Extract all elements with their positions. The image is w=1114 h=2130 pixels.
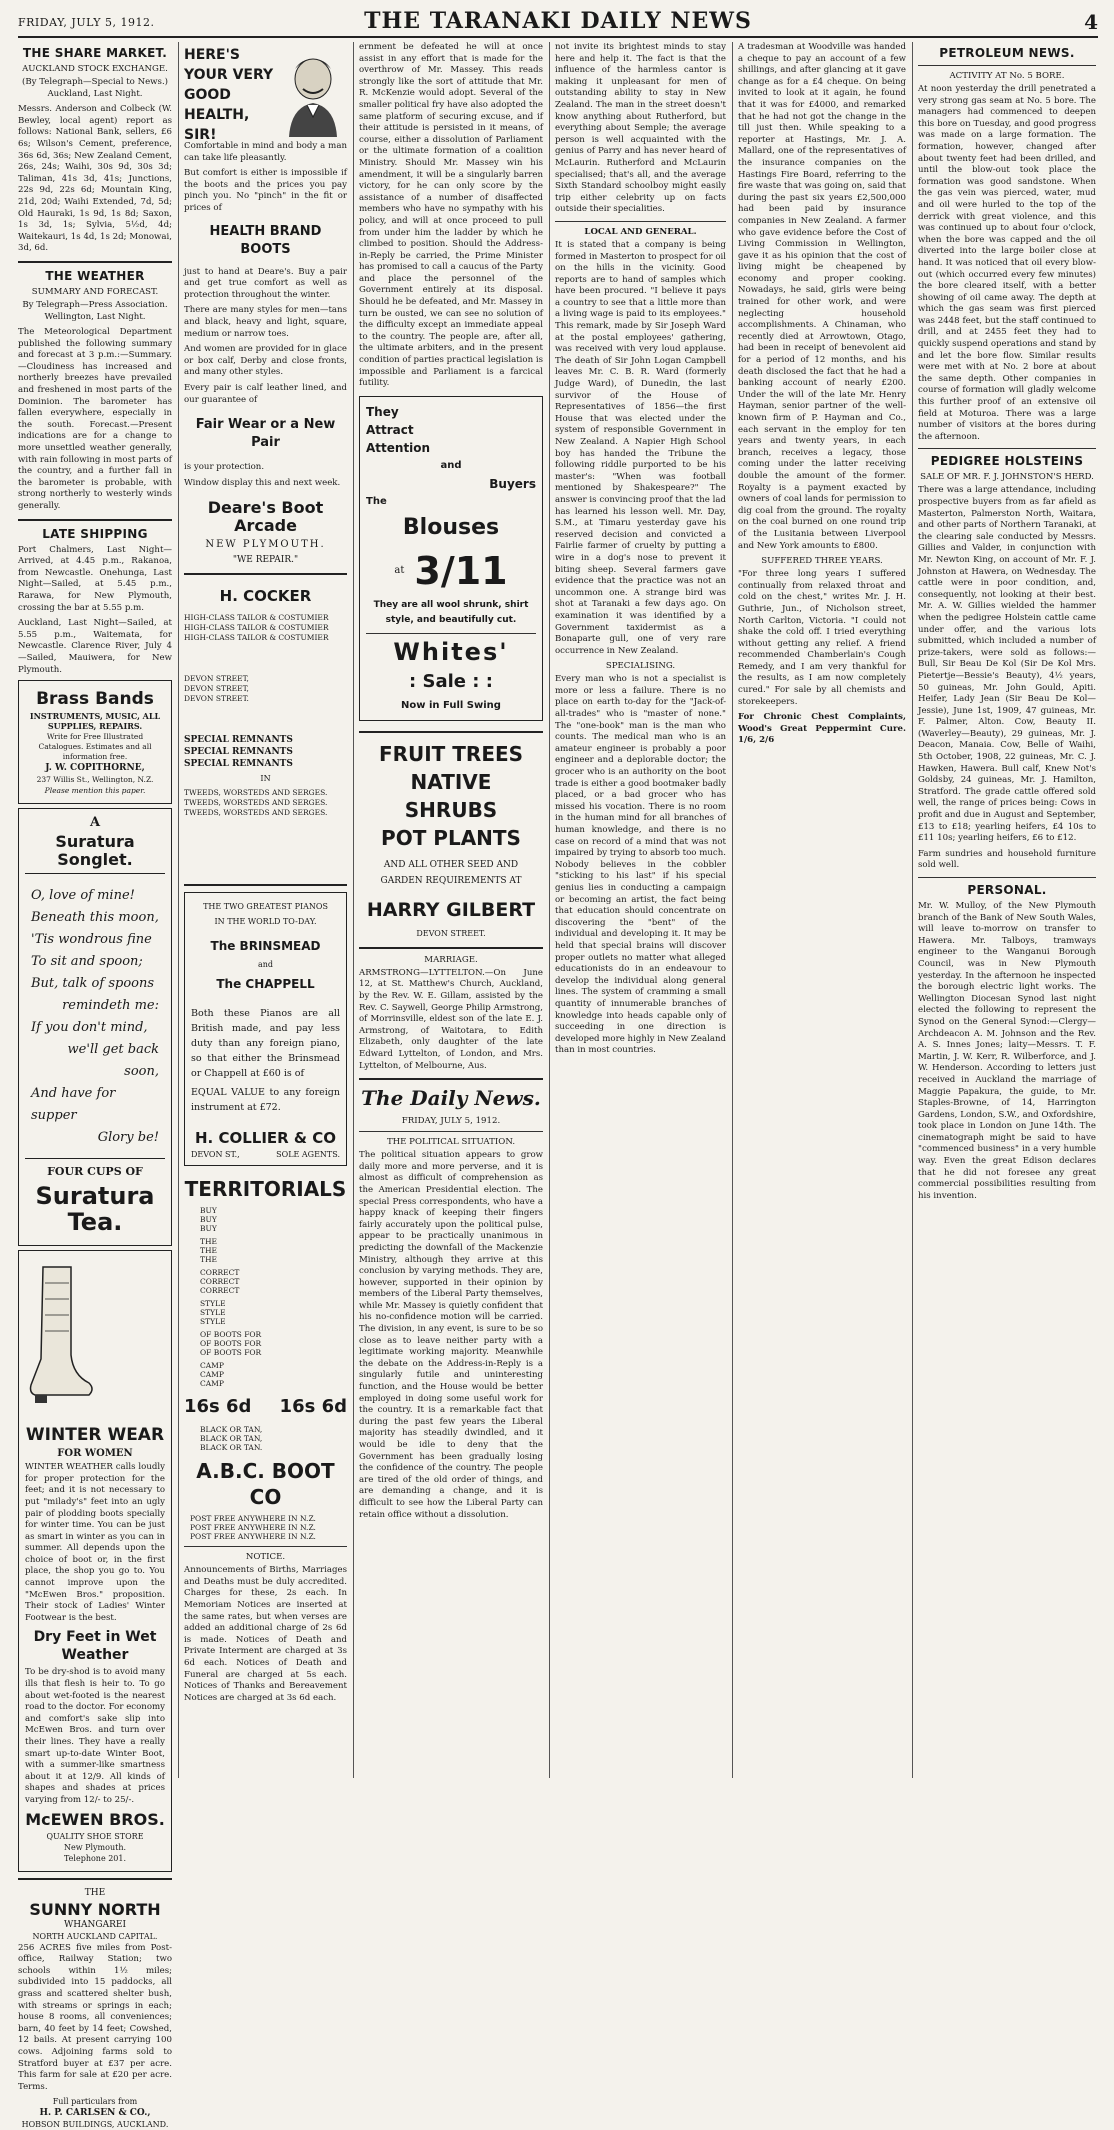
advert-line: J. W. COPITHORNE, — [45, 763, 145, 774]
activity-heading: ACTIVITY AT No. 5 BORE. — [949, 71, 1065, 81]
page-number: 4 — [1084, 10, 1098, 34]
brass-bands-advert — [18, 680, 172, 804]
advert-line: and — [257, 960, 274, 970]
full-swing: Now in Full Swing — [401, 699, 501, 711]
pot-plants-title: POT PLANTS — [381, 825, 521, 850]
advert-line: DEVON STREET. — [184, 694, 249, 704]
health-advert-body: But comfort is either is impossible if the boots and the prices you pay pinch you. No "pinch" in the fit or prices of — [184, 168, 347, 213]
daily-news-date: FRIDAY, JULY 5, 1912. — [401, 1116, 501, 1127]
late-shipping-heading: LATE SHIPPING — [42, 526, 148, 541]
collier-title: H. COLLIER & CO — [194, 1129, 336, 1148]
divider — [918, 877, 1096, 878]
gentleman-portrait-icon — [281, 45, 345, 137]
winter-wear-title: WINTER WEAR — [25, 1425, 165, 1446]
petroleum-news-heading: PETROLEUM NEWS. — [939, 46, 1075, 60]
at-label: at — [394, 565, 405, 577]
advert-line: Attract — [366, 422, 414, 437]
advert-line: DEVON STREET, — [184, 674, 249, 684]
suratura-tea-brand: Suratura Tea. — [35, 1182, 155, 1237]
advert-line: H. P. CARLSEN & CO., — [39, 2108, 151, 2119]
territorials-list — [184, 1206, 347, 1388]
piano-advert — [184, 892, 347, 1166]
collier-place: DEVON ST., — [191, 1150, 240, 1160]
harry-gilbert-address: DEVON STREET. — [416, 928, 486, 938]
advert-line: QUALITY SHOE STORE — [46, 1831, 144, 1841]
seed-requirements: AND ALL OTHER SEED AND GARDEN REQUIREMENTS AT — [380, 859, 522, 886]
shipping-report: Auckland, Last Night—Sailed, at 5.55 p.m., Waitemata, for Newcastle. Clarence River, July 4—Sailed, Mauiwera, for New Plymouth. — [18, 618, 172, 675]
sunny-north-body: 256 ACRES five miles from Post-office, Railway Station; two schools within 1½ miles; subdivided into 15 paddocks, all grass and scattered shelter bush, with streams or springs in each; house 8 rooms, all conveniences; barn, 40 feet by 14 feet; Cowshed, 12 bails. At present carrying 100 cows. Adjoining farms sold to Stratford buyer at £37 per acre. This farm for sale at £20 per acre. Terms. — [18, 1942, 172, 2092]
divider — [184, 1546, 347, 1547]
boot-colors — [184, 1425, 347, 1452]
advert-line: They — [366, 404, 399, 419]
sunny-north-title: SUNNY NORTH — [29, 1899, 161, 1919]
sale-title: : Sale : : — [409, 670, 493, 692]
attract-lines — [366, 403, 536, 511]
list-line: CAMP — [200, 1379, 224, 1389]
advert-line: TWEEDS, WORSTEDS AND SERGES. — [184, 798, 328, 808]
divider — [184, 884, 347, 886]
list-line: THE — [200, 1246, 218, 1256]
advert-line: Buyers — [489, 476, 536, 491]
blouse-price: 3/11 — [414, 548, 508, 593]
whites-blouses-advert — [359, 396, 543, 721]
farm-sundries-line: Farm sundries and household furniture sold well. — [918, 848, 1096, 871]
column-rule — [732, 42, 733, 1778]
harry-gilbert-title: HARRY GILBERT — [366, 898, 536, 921]
spacer — [191, 996, 340, 1006]
divider — [555, 221, 726, 222]
advert-line: IN — [260, 774, 271, 784]
poem-line: O, love of mine! — [31, 888, 135, 904]
divider — [359, 947, 543, 949]
divider — [18, 519, 172, 521]
list-line: BLACK OR TAN. — [200, 1443, 263, 1453]
newspaper-title: THE TARANAKI DAILY NEWS — [364, 8, 752, 34]
local-general-heading: LOCAL AND GENERAL. — [584, 226, 697, 237]
health-advert-header — [184, 45, 347, 141]
advert-line: NEW PLYMOUTH. — [205, 539, 326, 551]
collier-footer — [191, 1150, 340, 1159]
poem-line: remindeth me: — [62, 998, 159, 1014]
advert-line: HIGH-CLASS TAILOR & COSTUMIER — [184, 633, 329, 643]
advert-line: 237 Willis St., Wellington, N.Z. — [36, 775, 154, 785]
list-line: BLACK OR TAN, — [200, 1425, 263, 1435]
advert-line: FOUR CUPS OF — [25, 1158, 165, 1179]
johnston-sale-heading: SALE OF MR. F. J. JOHNSTON'S HERD. — [920, 472, 1094, 483]
political-situation-heading: THE POLITICAL SITUATION. — [386, 1137, 516, 1148]
share-market-heading: THE SHARE MARKET. — [22, 46, 168, 60]
spacer — [25, 877, 165, 885]
advert-line: NORTH AUCKLAND CAPITAL. — [32, 1931, 158, 1941]
share-market-subheading: AUCKLAND STOCK EXCHANGE. — [22, 64, 168, 74]
list-line: POST FREE ANYWHERE IN N.Z. — [190, 1523, 316, 1533]
shrubs-title: SHRUBS — [404, 797, 498, 822]
advert-line: SPECIAL REMNANTS — [184, 747, 293, 758]
window-display-line: Window display this and next week. — [184, 477, 341, 488]
marriage-notice: ARMSTRONG—LYTTELTON.—On June 12, at St. Matthew's Church, Auckland, by the Rev. W. E. Gillam, assisted by the Rev. C. Saywell, George Philip Armstrong, of Morrinsville, eldest son of the late E. J. Armstrong, of Waitotara, to Edith Elizabeth, only daughter of the late Edward Lyttelton, of London, and Mrs. Lyttelton, of Melbourne, Aus. — [359, 967, 543, 1071]
advert-line: Write for Free Illustrated Catalogues. Estimates and all information free. — [38, 732, 152, 762]
specialising-heading: SPECIALISING. — [605, 661, 676, 672]
column-rule — [178, 42, 179, 1778]
masthead — [18, 6, 1098, 38]
holstein-sale-article: There was a large attendance, including prospective buyers from as far afield as Masterton, Palmerston North, Waitara, and other parts of Northern Taranaki, at the clearing sale conducted by Messrs. Gillies and Valder, in conjunction with Mr. Newton King, on account of Mr. F. J. Johnston at Hawera, on Wednesday. The cattle were in poor condition, and, consequently, not looking at their best. Mr. A. W. Gillies wielded the hammer when the pedigree Holstein cattle came under offer, and the various lots submitted, which included a number of prize-takers, were sold as follows:— Bull, Sir Beau De Kol (Sir De Kol Mrs. Pietertje—Bessie's Beauty), 4½ years, 50 guineas, Mr. John Gould, Apiti. Heifer, Lady Jean (Sir Beau De Kol—Jessie), June 1st, 1909, 47 guineas, Mr. F. Palmer, Alton. Cow, Beauty II. (Waverley—Beauty), 29 guineas, Mr. J. Deacon, Manaia. Cow, Belle of Waihi, 5th October, 1908, 22 guineas, Mr. C. J. Hawken, Hawera. Bull calf, Knew Not's Goldsby, 24 guineas, Mr. J. Hamilton, Stratford. The grade cattle offered sold well, the range of prices being: Cows in profit and due in August and September, £13 to £18; yearling heifers, £4 10s to £11 10s; yearling heifers, £6 to £12. — [918, 485, 1096, 844]
list-line: BUY — [200, 1206, 217, 1216]
health-brand-body: Every pair is calf leather lined, and our guarantee of — [184, 382, 347, 405]
piano-body: Both these Pianos are all British made, and pay less duty than any foreign piano, so that either the Brinsmead or Chappell at £60 is of — [191, 1008, 340, 1080]
fair-wear-slogan: Fair Wear or a New Pair — [195, 417, 336, 451]
list-line: CORRECT — [200, 1277, 240, 1287]
list-line: STYLE — [200, 1308, 226, 1318]
divider — [918, 65, 1096, 66]
peppermint-cure-line: For Chronic Chest Complaints, Wood's Great Peppermint Cure. 1/6, 2/6 — [738, 712, 906, 746]
piano-value: EQUAL VALUE to any foreign instrument at £72. — [191, 1087, 340, 1114]
suratura-songlet-advert — [18, 808, 172, 1246]
list-line: THE — [200, 1237, 218, 1247]
abc-boot-co-title: A.B.C. BOOT CO — [196, 1459, 335, 1510]
list-line: BUY — [200, 1224, 217, 1234]
local-news-continuation: A tradesman at Woodville was handed a cheque to pay an account of a few shillings, and after glancing at it gave change as for a £4 cheque. On being invited to look at it again, he found that it was for £4000, and remarked that he had not got the change in the till just then. While speaking to a reporter at Hastings, Mr. J. A. Mallard, one of the representatives of the insurance companies on the Hastings Fire Board, referring to the fire waste that was going on, said that during the past six years £2,500,000 had been paid by insurance companies in New Zealand. A farmer who gave evidence before the Cost of Living Commission in Wellington, gave it as his opinion that the cost of living might be cheapened by economy and proper cooking. Nowadays, he said, girls were being trained for other work, and were neglecting household accomplishments. A Chinaman, who recently died at Arrowtown, Otago, had been in receipt of benevolent aid for a period of 12 months, and his death disclosed the fact that he had a banking account of nearly £200. Under the will of the late Mr. Henry Hayman, senior partner of the well-known firm of P. Hayman and Co., each servant in the employ for ten years and twenty years, in each branch, receives a legacy, those coming under the latter receiving double the amount of the former. Royalty is a payment exacted by owners of coal lands for permission to dig coal from the ground. The royalty on the coal burned on one round trip of the Lusitania between Liverpool and New York amounts to £800. — [738, 42, 906, 551]
suffered-article: "For three long years I suffered continually from relaxed throat and cold on the chest," writes Mr. J. H. Guthrie, Jun., of Nicholson street, North Carlton, Victoria. "I could not shake the cold off. I tried everything without getting any relief. A friend recommended Chamberlain's Cough Remedy, and I am very thankful for the results, as I am now completely cured." For sale by all chemists and storekeepers. — [738, 569, 906, 707]
health-advert-title: HERE'S YOUR VERY GOOD HEALTH, SIR! — [184, 47, 274, 143]
weather-report: The Meteorological Department published the following summary and forecast at 3 p.m.:—Summary.—Cloudiness has increased and northerly breezes have prevailed and freshened in most parts of the Dominion. The barometer has fallen everywhere, especially in the south. Forecast.—Present indications are for a change to more unsettled weather generally, with rain following in most parts of the country, and a further fall in the barometer is probable, with strong northerly to westerly winds generally. — [18, 327, 172, 511]
spacer — [25, 1149, 165, 1157]
list-line: THE — [200, 1255, 218, 1265]
mcewen-bros-title: McEWEN BROS. — [25, 1809, 165, 1829]
advert-line: SPECIAL REMNANTS — [184, 759, 293, 770]
list-line: BLACK OR TAN, — [200, 1434, 263, 1444]
price-left: 16s 6d — [184, 1396, 252, 1418]
songlet-poem — [25, 885, 165, 1149]
protection-line: is your protection. — [184, 462, 265, 473]
poem-line: Glory be! — [97, 1130, 159, 1146]
list-line: CAMP — [200, 1361, 224, 1371]
advert-line: THE — [84, 1887, 106, 1898]
column-4 — [555, 42, 726, 1778]
daily-news-title: The Daily News. — [361, 1086, 541, 1111]
share-market-report: Messrs. Anderson and Colbeck (W. Bewley, local agent) report as follows: National Bank, sellers, £6 6s; Wilson's Cement, preference, 36s 6d, 36s; New Zealand Cement, 26s, 24s; Waihi, 30s 9d, 30s 3d; Taliman, 41s 3d, 41s; Junctions, 22s 9d, 22s 6d; Mountain King, 21d, 20d; Waihi Extended, 7d, 5d; Old Hauraki, 1s 9d, 1s 8d; Saxon, 1s 3d, 1s; Sylvia, 5½d, 4d; Waitekauri, 1s 4d, 1s 2d; Monowai, 3d, 6d. — [18, 104, 172, 254]
list-line: STYLE — [200, 1299, 226, 1309]
health-brand-body: just to hand at Deare's. Buy a pair and get true comfort as well as protection throughout the winter. — [184, 266, 347, 300]
column-5 — [738, 42, 906, 1778]
poem-line: And have for supper — [31, 1086, 116, 1124]
poem-line: But, talk of spoons — [31, 976, 155, 992]
spacer — [184, 818, 347, 878]
advert-line: SPECIAL REMNANTS — [184, 735, 293, 746]
advert-line: IN THE WORLD TO-DAY. — [214, 917, 317, 927]
blouse-price-row — [366, 545, 536, 597]
divider — [18, 261, 172, 263]
poem-line: we'll get back soon, — [67, 1042, 159, 1080]
suratura-songlet-title: Suratura Songlet. — [25, 833, 165, 874]
price-right: 16s 6d — [279, 1396, 347, 1418]
list-line: POST FREE ANYWHERE IN N.Z. — [190, 1514, 316, 1524]
advert-line: Full particulars from — [52, 2097, 138, 2107]
advert-line: Please mention this paper. — [44, 786, 146, 796]
poem-line: If you don't mind, — [31, 1020, 148, 1036]
winter-wear-advert — [18, 1250, 172, 1871]
advert-line: "WE REPAIR." — [232, 555, 299, 566]
article-continuation: ernment be defeated he will at once assist in any effort that is made for the overthrow of Mr. Massey. This reads strongly like the sort of attitude that Mr. R. McKenzie would adopt. Several of the smaller political fry have also adopted the same platform of securing excuse, and if their attitude is persisted in it means, of course, either a dissolution of Parliament or the ultimate formation of a coalition Ministry. Should Mr. Massey win his amendment, it will be a singularly barren victory, for he can only score by the assistance of a number of disaffected members who have no sympathy with his policy, and will at once proceed to pull from under him the ladder by which he climbed to position. Should the Address-in-Reply be carried, the Prime Minister has promised to call a caucus of the Party and place the personnel of the Government entirely at its disposal. Should he be defeated, and Mr. Massey in turn be ousted, we can see no solution of the difficulty except an immediate appeal to the country. The people are, after all, the ultimate arbiters, and in the present condition of parties practical legislation is impossible and Parliament is a farcical futility. — [359, 42, 543, 389]
list-line: OF BOOTS FOR — [200, 1348, 262, 1358]
territorials-title: TERRITORIALS — [184, 1177, 347, 1202]
advert-line: THE TWO GREATEST PIANOS — [203, 902, 328, 912]
brass-bands-title: Brass Bands — [36, 689, 154, 710]
fruit-trees-advert — [359, 731, 543, 941]
winter-wear-body: WINTER WEATHER calls loudly for proper protection for the feet; and it is not necessary to put "milady's" feet into an ugly pair of plodding boots specially for winter time. You can be just as smart in winter as you can in summer. All depends upon the choice of boot or, in the first place, the shop you go to. You cannot improve upon the "McEwen Bros." proposition. Their stock of Ladies' Winter Footwear is the best. — [25, 1462, 165, 1623]
health-brand-body: And women are provided for in glace or box calf, Derby and close fronts, and many other styles. — [184, 344, 347, 378]
column-rule — [912, 42, 913, 1778]
cocker-title: H. COCKER — [219, 587, 312, 606]
weather-dateline: By Telegraph—Press Association. Wellington, Last Night. — [22, 299, 168, 322]
collier-agents: SOLE AGENTS. — [276, 1150, 340, 1160]
winter-wear-subtitle: FOR WOMEN — [57, 1448, 133, 1460]
divider — [918, 448, 1096, 449]
list-line: CORRECT — [200, 1286, 240, 1296]
advert-line: INSTRUMENTS, MUSIC, ALL SUPPLIES, REPAIRS. — [29, 711, 161, 732]
specialising-article: Every man who is not a specialist is more or less a failure. There is no place on earth to-day for the "Jack-of-all-trades" who is "master of none." The "one-book" man is the man who counts. The medical man who is an amateur engineer is probably a poor engineer and a deplorable doctor; the grocer who is an authority on the boot trade is either a good bootmaker badly placed, or a bad grocer who has missed his vocation. There is no room in the human mind for all branches of human knowledge, and there is no case on record of a mind that was not impaired by trying to absorb too much. Nobody believes in the cobbler "sticking to his last" if his special genius lies in conducting a campaign or becoming an artist, the fact being that education should concentrate on discovering the "bent" of the individual and developing it. It may be held that special brains will discover proper outlets no matter what alleged educationists do in an endeavour to develop the individual along general lines. The system of cramming a small quantity of innumerable branches of knowledge into heads capable only of succeeding in one direction is developed more highly in New Zealand than in most countries. — [555, 674, 726, 1056]
pedigree-holsteins-heading: PEDIGREE HOLSTEINS — [930, 454, 1084, 469]
divider — [18, 1878, 172, 1880]
poem-line: To sit and spoon; — [31, 954, 143, 970]
list-line: OF BOOTS FOR — [200, 1339, 262, 1349]
advert-line: Attention — [366, 440, 431, 455]
advert-line: TWEEDS, WORSTEDS AND SERGES. — [184, 788, 328, 798]
list-line: BUY — [200, 1215, 217, 1225]
health-advert-body: Comfortable in mind and body a man can take life pleasantly. — [184, 141, 347, 163]
advert-line: The — [366, 495, 387, 507]
advert-line: HIGH-CLASS TAILOR & COSTUMIER — [184, 623, 329, 633]
notice-heading: NOTICE. — [245, 1552, 286, 1563]
article-continuation: not invite its brightest minds to stay here and help it. The fact is that the influence of the harmless cantor is making it unpleasant for men of outstanding ability to stay in New Zealand. The man in the street doesn't know anything about Rutherford, but everything about Semple; the average person is well acquainted with the genius of Parry and has never heard of McLaurin. Rutherford and McLaurin specialised; that's all, and the average Sixth Standard schoolboy might easily trip either celebrity up on facts outside their specialities. — [555, 42, 726, 215]
wool-description: They are all wool shrunk, shirt style, and beautifully cut. — [373, 599, 529, 625]
advert-line: DEVON STREET, — [184, 684, 249, 694]
marriage-heading: MARRIAGE. — [424, 954, 478, 965]
political-situation-article: The political situation appears to grow daily more and more perverse, and it is almost as difficult of comprehension as the American Presidential election. The special Press correspondents, who have a happy knack of keeping their fingers fairly accurately upon the political pulse, appear to be practically unanimous in predicting the downfall of the Mackenzie Ministry, although they arrive at this conclusion by varying methods. They are, however, supported in their opinion by members of the Liberal Party themselves, while Mr. Massey is quietly confident that his no-confidence motion will be carried. The division, in any event, is sure to be so close as to leave neither party with a legitimate working majority. Meanwhile the debate on the Address-in-Reply is a singularly futile and uninteresting function, and the House would be better employed in doing some useful work for the country. It is a remarkable fact that during the past few years the Liberal majority has steadily dwindled, and it would be idle to deny that the Government has been gradually losing the confidence of the country. The people are tired of the old order of things, and are demanding a change, and it is difficult to see how the Liberal Party can retain office without a dissolution. — [359, 1150, 543, 1520]
advert-line: HIGH-CLASS TAILOR & COSTUMIER — [184, 613, 329, 623]
brinsmead-piano: The BRINSMEAD — [210, 939, 321, 954]
divider — [359, 1078, 543, 1080]
health-brand-body: There are many styles for men—tans and black, heavy and light, square, medium or narrow toes. — [184, 305, 347, 339]
advert-line: and — [440, 459, 462, 471]
fruit-trees-title: FRUIT TREES — [378, 741, 524, 766]
native-title: NATIVE — [410, 769, 492, 794]
advert-line: WHANGAREI — [63, 1919, 127, 1930]
petroleum-article: At noon yesterday the drill penetrated a very strong gas seam at No. 5 bore. The managers had commenced to deepen this bore on Tuesday, and good progress was made on a large formation. The formation, however, changed after about twenty feet had been drilled, and until the blow-out took place the formation was good sandstone. When the gas vein was pierced, water, mud and oil were hurled to the top of the derrick with great violence, and this was continued up to about four o'clock, when the bore was capped and the oil diverted into the large boiler close at hand. It was noticed that oil every blow-out (which occurred every few minutes) the bore cleared itself, with a better showing of oil came away. The depth at which the gas seam was first pierced was 2448 feet, but the staff continued to drill, and at 2455 feet they had to quickly suspend operations and stand by and let the bore flow. Similar results were met with at No. 2 bore at about the same depth. Other companies in course of formation will gladly welcome this further proof of an extensive oil field at Moturoa. There was a large number of visitors at the bores during the afternoon. — [918, 84, 1096, 442]
masthead-date: FRIDAY, JULY 5, 1912. — [18, 16, 155, 29]
spacer — [184, 643, 347, 673]
list-line: CAMP — [200, 1370, 224, 1380]
local-general-article: It is stated that a company is being formed in Masterton to prospect for oil on the hills in the vicinity. Good reports are to hand of samples which have been procured. "I believe it pays a country to see that a little more than a living wage is paid to its employees." This remark, made by Sir Joseph Ward at the postal employees' gathering, was received with very loud applause. The death of Sir John Logan Campbell leaves Mr. C. B. R. Ward (formerly Judge Ward), of Dunedin, the last survivor of the House of Representatives of 1856—the first House that was elected under the system of responsible Government in New Zealand. A Napier High School boy has handed the Tribune the following riddle purported to be his master's: "When was football mentioned by Shakespeare?" The answer is convincing proof that the lad has learned his lesson well. Mr. Day, S.M., at Timaru yesterday gave his reserved decision and convicted a Fairlie farmer of cruelty by putting a wire in a dog's nose to prevent it biting sheep. Several farmers gave evidence that the practice was not an uncommon one. A strange bird was shot at Taranaki a few days ago. On examination it was identified by a Government taxidermist as a Bonaparte gull, one of very rare occurrence in New Zealand. — [555, 239, 726, 656]
spacer — [184, 704, 347, 734]
list-line: STYLE — [200, 1317, 226, 1327]
personal-article: Mr. W. Mulloy, of the New Plymouth branch of the Bank of New South Wales, will leave to-morrow on transfer to Hawera. Mr. Talboys, tramways engineer to the Wanganui Borough Council, was in New Plymouth yesterday. In the afternoon he inspected the borough electric light works. The Wellington Diocesan Synod last night elected the following to represent the Synod on the General Synod:—Clergy—Archdeacon A. M. Johnson and the Rev. A. S. Innes Jones; laity—Messrs. T. F. Martin, J. W. Kerr, R. Wilberforce, and J. W. Henderson. According to letters just received in Auckland the marriage of Maggie Papakura, the guide, to Mr. Staples-Browne, of 14, Harrington Gardens, London, S.W., and Oxfordshire, took place in London on June 14th. The cinematograph might be said to have "commenced business" in a very humble way. Even the great Edison declares that he did not foresee any great commercial possibilities resulting from his invention. — [918, 901, 1096, 1201]
column-2 — [184, 42, 347, 1778]
advert-line: Telephone 201. — [63, 1853, 127, 1863]
territorials-prices — [184, 1396, 347, 1417]
dry-feet-body: To be dry-shod is to avoid many ills that flesh is heir to. To go about wet-footed is the nearest road to the doctor. For economy and comfort's sake slip into McEwen Bros. and turn over their lines. They have a really smart up-to-date Winter Boot, with a summer-like smartness about it at 12/9. All kinds of shapes and shades at prices varying from 12/- to 25/-. — [25, 1667, 165, 1805]
weather-heading: THE WEATHER — [45, 268, 145, 283]
advert-line: New Plymouth. — [63, 1842, 127, 1852]
personal-heading: PERSONAL. — [967, 883, 1047, 897]
list-line: CORRECT — [200, 1268, 240, 1278]
divider — [366, 633, 536, 634]
deares-boot-arcade-title: Deare's Boot Arcade — [207, 498, 324, 536]
column-1 — [18, 42, 172, 2130]
column-6 — [918, 42, 1096, 1778]
suffered-heading: SUFFERED THREE YEARS. — [761, 556, 883, 567]
advert-line: TWEEDS, WORSTEDS AND SERGES. — [184, 808, 328, 818]
list-line: POST FREE ANYWHERE IN N.Z. — [190, 1532, 316, 1542]
chappell-piano: The CHAPPELL — [216, 977, 315, 992]
poem-line: 'Tis wondrous fine — [31, 932, 152, 948]
boot-illustration-icon — [25, 1263, 95, 1413]
dry-feet-title: Dry Feet in Wet Weather — [33, 1629, 157, 1664]
column-rule — [353, 42, 354, 1778]
divider — [184, 573, 347, 575]
advert-line: A — [89, 815, 101, 831]
weather-subheading: SUMMARY AND FORECAST. — [31, 286, 159, 297]
whites-title: Whites' — [393, 637, 509, 666]
abc-post-free — [184, 1514, 347, 1541]
shipping-report: Port Chalmers, Last Night—Arrived, at 4.45 p.m., Rakanoa, from Newcastle. Onehunga, Last Night—Sailed, at 5.45 p.m., Rarawa, for New Plymouth, crossing the bar at 5.55 p.m. — [18, 544, 172, 613]
advert-line: HOBSON BUILDINGS, AUCKLAND. — [21, 2120, 169, 2130]
share-dateline: (By Telegraph—Special to News.) Auckland, Last Night. — [21, 77, 169, 99]
column-rule — [549, 42, 550, 1778]
notice-body: Announcements of Births, Marriages and Deaths must be duly accredited. Charges for these, 2s each. In Memoriam Notices are inserted at the same rates, but when verses are added an additional charge of 2s 6d is made. Notices of Death and Private Interment are charged at 3s 6d each. Notices of Death and Funeral are charged at 5s each. Notices of Thanks and Bereavement Notices are charged at 3s 6d each. — [184, 1565, 347, 1703]
column-3 — [359, 42, 543, 1778]
poem-line: Beneath this moon, — [31, 910, 159, 926]
list-line: OF BOOTS FOR — [200, 1330, 262, 1340]
divider — [359, 1131, 543, 1132]
health-brand-boots-title: HEALTH BRAND BOOTS — [209, 223, 322, 257]
blouses-title: Blouses — [402, 514, 500, 540]
